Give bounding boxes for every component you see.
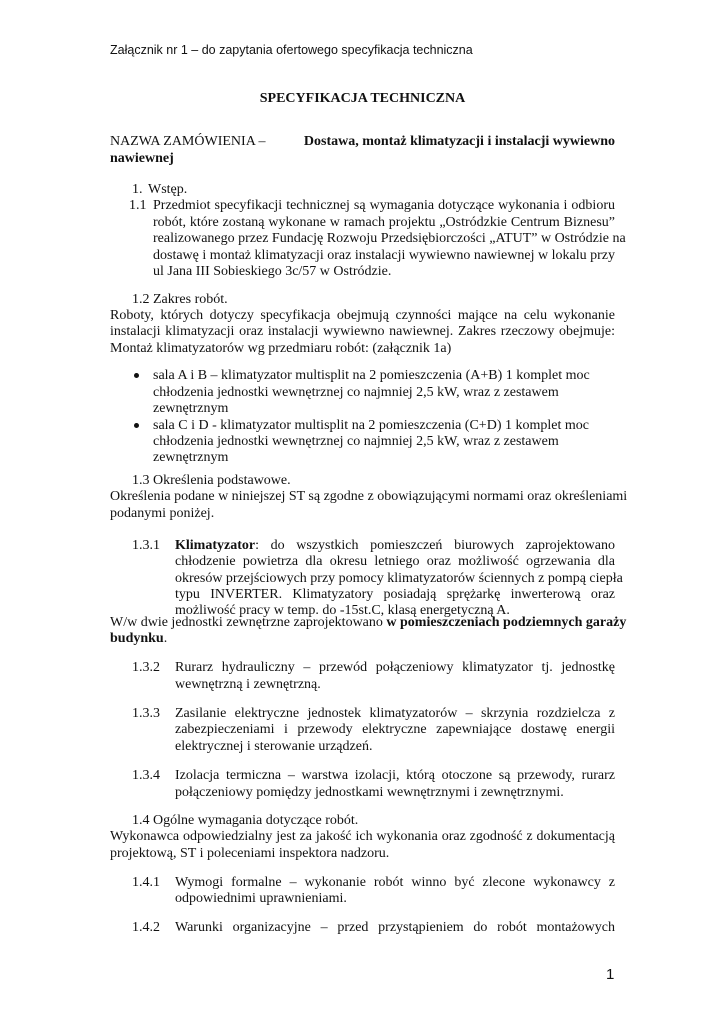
section-1-2-line: instalacji klimatyzacji oraz instalacji wywiewno nawiewnej. Zakres rzeczowy obejmuje: <box>110 324 615 339</box>
bullet-item-line: chłodzenia jednostki wewnętrznej co najmniej 2,5 kW, wraz z zestawem <box>153 385 559 400</box>
term-definition: : do wszystkich pomieszczeń biurowych zaprojektowano <box>255 538 615 553</box>
order-name-value: Dostawa, montaż klimatyzacji i instalacji wywiewno <box>303 134 615 149</box>
section-1-1-line: robót, które zostaną wykonane w ramach projektu „Ostródzkie Centrum Biznesu” <box>153 215 615 230</box>
section-1-1-line: realizowanego przez Fundację Rozwoju Przedsiębiorczości „ATUT” w Ostródzie na <box>153 231 626 246</box>
section-1-4-heading: 1.4 Ogólne wymagania dotyczące robót. <box>132 813 359 828</box>
page-number: 1 <box>606 966 615 983</box>
term-klimatyzator: Klimatyzator <box>175 538 256 553</box>
section-1-2-heading: 1.2 Zakres robót. <box>132 292 228 307</box>
section-1-3-1-line: chłodzenie powietrza dla okresu letniego oraz możliwość ogrzewania dla <box>175 554 615 569</box>
section-1-1-number: 1.1 <box>129 198 147 213</box>
section-1-3-line: Określenia podane w niniejszej ST są zgodne z obowiązującymi normami oraz określeniami <box>110 489 628 504</box>
section-1-1-line: ul Jana III Sobieskiego 3c/57 w Ostródzie. <box>153 264 392 279</box>
section-1-3-1-line: typu INVERTER. Klimatyzatory posiadają sprężarkę inwerterową oraz <box>175 587 615 602</box>
section-1-4-1-number: 1.4.1 <box>132 875 160 890</box>
section-1-3-2-line: Rurarz hydrauliczny – przewód połączeniowy klimatyzator tj. jednostkę <box>175 660 615 675</box>
order-name-line-1 <box>110 133 615 150</box>
section-1-3-1-note <box>110 614 627 631</box>
bullet-item-line: zewnętrznym <box>153 450 229 465</box>
section-1-4-2-number: 1.4.2 <box>132 920 160 935</box>
section-1-3-3-line: zabezpieczeniami i przewody elektryczne zapewniające dostawę energii <box>175 722 615 737</box>
section-1-3-heading: 1.3 Określenia podstawowe. <box>132 473 291 488</box>
bullet-icon <box>134 423 139 428</box>
section-1-3-4-number: 1.3.4 <box>132 768 160 783</box>
section-1-3-1-first-line <box>175 537 615 554</box>
section-1-2-line: Montaż klimatyzatorów wg przedmiaru robót: (załącznik 1a) <box>110 341 452 356</box>
note-text: W/w dwie jednostki zewnętrzne zaprojektowano <box>110 615 387 630</box>
bullet-item-line: chłodzenia jednostki wewnętrznej co najmniej 2,5 kW, wraz z zestawem <box>153 434 559 449</box>
section-1-number: 1. <box>132 182 143 197</box>
section-1-3-2-number: 1.3.2 <box>132 660 160 675</box>
section-1-3-4-line: połączeniowy pomiędzy jednostkami wewnętrznymi i zewnętrznymi. <box>175 785 564 800</box>
section-1-3-1-line: okresów przejściowych przy pomocy klimatyzatorów ściennych z pompą ciepła <box>175 571 623 586</box>
section-1-4-line: projektową, ST i poleceniami inspektora nadzoru. <box>110 846 390 861</box>
section-1-3-line: podanymi poniżej. <box>110 506 215 521</box>
section-1-4-line: Wykonawca odpowiedzialny jest za jakość ich wykonania oraz zgodność z dokumentacją <box>110 829 615 844</box>
bullet-icon <box>134 373 139 378</box>
note-period: . <box>163 631 168 646</box>
section-1-1-line: Przedmiot specyfikacji technicznej są wymagania dotyczące wykonania i odbioru <box>153 198 615 213</box>
section-1-2-line: Roboty, których dotyczy specyfikacja obejmują czynności mające na celu wykonanie <box>110 308 615 323</box>
section-1-3-1-number: 1.3.1 <box>132 538 160 553</box>
note-emphasis: w pomieszczeniach podziemnych garaży <box>386 615 627 630</box>
section-1-3-1-note-end <box>110 630 167 647</box>
document-title: SPECYFIKACJA TECHNICZNA <box>259 91 466 106</box>
section-1-3-4-line: Izolacja termiczna – warstwa izolacji, którą otoczone są przewody, rurarz <box>175 768 615 783</box>
section-1-4-1-line: odpowiednimi uprawnieniami. <box>175 891 347 906</box>
section-1-4-2-line: Warunki organizacyjne – przed przystąpieniem do robót montażowych <box>175 920 615 935</box>
bullet-item-line: sala C i D - klimatyzator multisplit na 2 pomieszczenia (C+D) 1 komplet moc <box>153 418 589 433</box>
bullet-item-line: zewnętrznym <box>153 401 229 416</box>
section-1-3-1-line: możliwość pracy w temp. do -15st.C, klasą energetyczną A. <box>175 603 510 618</box>
section-1-4-1-line: Wymogi formalne – wykonanie robót winno być zlecone wykonawcy z <box>175 875 615 890</box>
section-1-1-line: dostawę i montaż klimatyzacji oraz instalacji wywiewno nawiewnej w lokalu przy <box>153 248 615 263</box>
order-name-value-continued: nawiewnej <box>110 151 174 166</box>
section-1-title: Wstęp. <box>148 182 188 197</box>
document-header: Załącznik nr 1 – do zapytania ofertowego specyfikacja techniczna <box>110 43 473 57</box>
section-1-3-2-line: wewnętrzną i zewnętrzną. <box>175 677 321 692</box>
section-1-3-3-number: 1.3.3 <box>132 706 160 721</box>
note-emphasis: budynku <box>110 631 164 646</box>
order-name-label: NAZWA ZAMÓWIENIA – <box>110 134 266 149</box>
section-1-3-3-line: Zasilanie elektryczne jednostek klimatyzatorów – skrzynia rozdzielcza z <box>175 706 615 721</box>
section-1-3-3-line: elektrycznej i sterowanie urządzeń. <box>175 739 373 754</box>
bullet-item-line: sala A i B – klimatyzator multisplit na 2 pomieszczenia (A+B) 1 komplet moc <box>153 368 590 383</box>
